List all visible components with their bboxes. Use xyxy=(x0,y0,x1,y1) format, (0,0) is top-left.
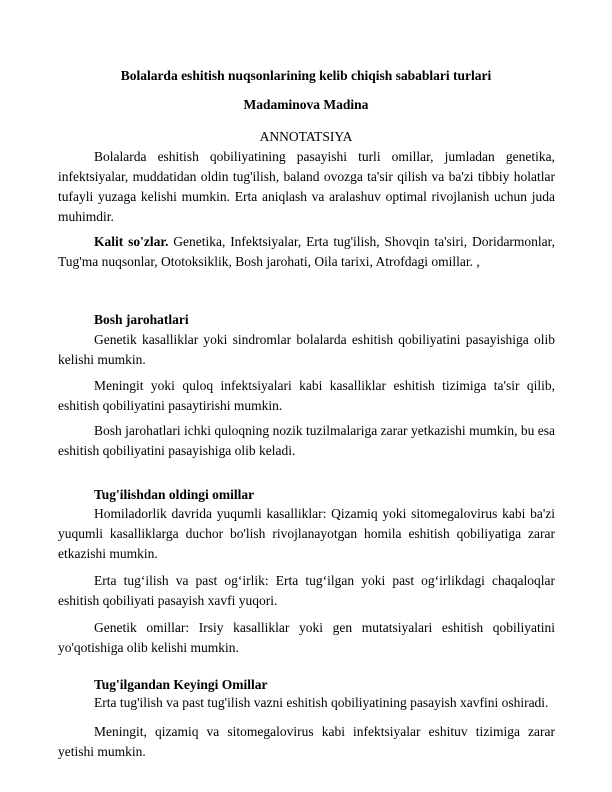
section-paragraph: Homiladorlik davrida yuqumli kasalliklar: Qizamiq yoki sitomegalovirus kabi ba'zi yuqumli kasalliklarga duchor bo'lish rivojlanayotgan homila eshitish qobiliyatiga zarar etkazishi mumkin. xyxy=(58,506,555,561)
section-heading-tugilgandan-keyingi-omillar: Tug'ilgandan Keyingi Omillar xyxy=(94,677,268,692)
section-heading-tugilishdan-oldingi-omillar: Tug'ilishdan oldingi omillar xyxy=(94,487,255,502)
section-paragraph: Erta tug‘ilish va past og‘irlik: Erta tug‘ilgan yoki past og‘irlikdagi chaqaloqlar eshitish qobiliyati pasayish xavfi yuqori. xyxy=(58,573,555,608)
section-paragraph: Meningit, qizamiq va sitomegalovirus kabi infektsiyalar eshituv tizimiga zarar yetishi mumkin. xyxy=(58,724,555,759)
section-paragraph: Genetik kasalliklar yoki sindromlar bolalarda eshitish qobiliyatini pasayishiga olib kelishi mumkin. xyxy=(58,332,555,367)
author-name: Madaminova Madina xyxy=(243,97,369,112)
keywords-text: Genetika, Infektsiyalar, Erta tug'ilish, Shovqin ta'siri, Doridarmonlar, Tug'ma nuqsonlar, Ototoksiklik, Bosh jarohati, Oila tarixi, Atrofdagi omillar. , xyxy=(58,234,556,269)
section-paragraph: Genetik omillar: Irsiy kasalliklar yoki gen mutatsiyalari eshitish qobiliyatini yo'qotishiga olib kelishi mumkin. xyxy=(58,620,555,655)
section-heading-bosh-jarohatlari: Bosh jarohatlari xyxy=(94,312,189,327)
section-paragraph: Bosh jarohatlari ichki quloqning nozik tuzilmalariga zarar yetkazishi mumkin, bu esa eshitish qobiliyatini pasayishiga olib keladi. xyxy=(58,423,555,458)
annotation-heading: ANNOTATSIYA xyxy=(259,129,353,144)
section-paragraph: Erta tug'ilish va past tug'ilish vazni eshitish qobiliyatining pasayish xavfini oshiradi. xyxy=(94,695,549,710)
keywords-paragraph xyxy=(58,232,555,272)
keywords-label: Kalit so'zlar. xyxy=(94,234,169,249)
annotation-paragraph: Bolalarda eshitish qobiliyatining pasayishi turli omillar, jumladan genetika, infektsiyalar, muddatidan oldin tug'ilish, baland ovozga ta'sir qilish va ba'zi tibbiy holatlar tufayli yuzaga kelishi mumkin. Erta aniqlash va aralashuv optimal rivojlanish uchun juda muhimdir. xyxy=(58,149,555,224)
paper-title: Bolalarda eshitish nuqsonlarining kelib chiqish sabablari turlari xyxy=(120,68,492,83)
section-paragraph: Meningit yoki quloq infektsiyalari kabi kasalliklar eshitish tizimiga ta'sir qilib, eshitish qobiliyatini pasaytirishi mumkin. xyxy=(58,378,555,413)
